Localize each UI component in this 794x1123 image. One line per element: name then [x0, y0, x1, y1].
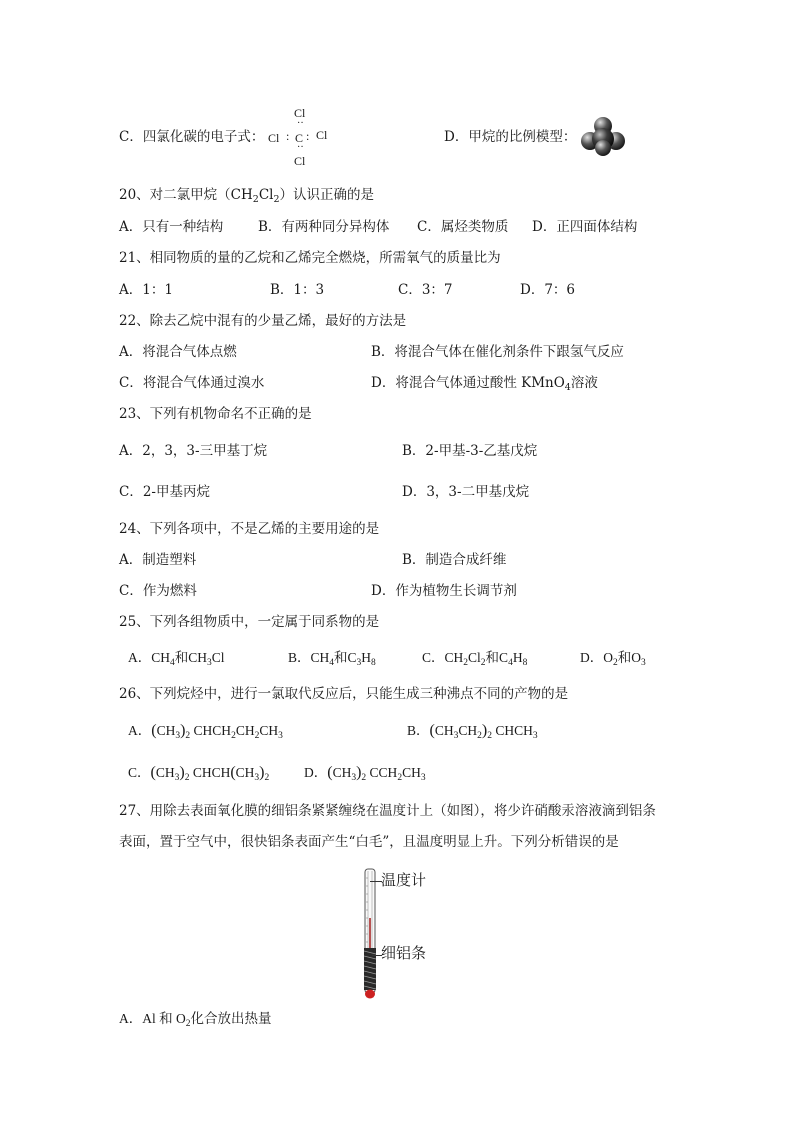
q26-option-b: [407, 722, 538, 740]
q26-a-rs1: 2: [231, 731, 236, 741]
q23-option-c: C．2-甲基丙烷: [119, 484, 210, 500]
q20-option-a: A．只有一种结构: [119, 219, 224, 235]
ccl4-dots-left: :: [286, 129, 290, 143]
q26-b-gs1: 3: [453, 731, 459, 741]
q26-a-rest2: CH: [235, 723, 255, 738]
q26-d-rest2: CH: [402, 765, 421, 780]
q24-option-b: B．制造合成纤维: [402, 552, 507, 568]
ccl4-cl-top: Cl: [294, 106, 306, 120]
q27-option-a: [119, 1010, 272, 1028]
q19-option-c: [119, 128, 264, 146]
q21-option-a: A．1：1: [119, 282, 173, 298]
q25-c-label: C．: [422, 650, 445, 665]
q26-c-close2: ): [259, 764, 265, 781]
q25-c-s2: 2: [480, 658, 486, 668]
q26-b-rest1: CHCH: [495, 723, 533, 738]
q25-a-s2: 3: [207, 658, 212, 668]
q27-stem-line1: 27、用除去表面氧化膜的细铝条紧紧缠绕在温度计上（如图），将少许硝酸汞溶液滴到铝条: [119, 803, 656, 819]
q26-b-n: 2: [487, 731, 492, 741]
ccl4-cl-left: Cl: [268, 131, 280, 145]
q26-c-n2: 2: [264, 773, 270, 783]
q25-b-s2: 3: [356, 658, 362, 668]
q27-a-sub: 2: [185, 1019, 191, 1029]
q26-d-close: ): [356, 764, 362, 781]
thermometer-figure: [358, 868, 382, 1000]
q25-c-and: 和: [485, 650, 500, 665]
q25-b-s1: 4: [329, 658, 335, 668]
thermometer-bulb: [365, 990, 375, 999]
q26-d-n: 2: [361, 773, 367, 783]
q26-b-close: ): [481, 722, 488, 739]
q25-a-and: 和: [174, 650, 189, 665]
q20-option-c: C．属烃类物质: [417, 219, 509, 235]
q20-option-b: B．有两种同分异构体: [258, 219, 390, 235]
ccl4-dots-bottom: ··: [297, 142, 304, 153]
q24-stem: 24、下列各项中，不是乙烯的主要用途的是: [119, 521, 380, 537]
q26-c-open: (: [150, 764, 156, 781]
ccl4-dots-top: ··: [297, 118, 304, 129]
ccl4-c: C: [295, 131, 304, 145]
q25-b-f1: CH: [310, 650, 330, 665]
q26-d-rs2: 3: [420, 773, 426, 783]
q19-option-d-label: D．甲烷的比例模型：: [444, 129, 577, 145]
q25-option-b: [288, 649, 376, 667]
q24-option-d: D．作为植物生长调节剂: [371, 583, 517, 599]
q21-option-b: B．1：3: [270, 282, 325, 298]
q26-a-rest3: CH: [259, 723, 279, 738]
q25-b-and: 和: [334, 650, 348, 665]
q25-c-f3: C: [499, 650, 509, 665]
q22-option-a: A．将混合气体点燃: [119, 344, 237, 360]
q24-option-c: C．作为燃料: [119, 583, 197, 599]
q26-d-rs1: 2: [397, 773, 403, 783]
q26-c-gs: 3: [174, 773, 180, 783]
q26-c-gs2: 3: [254, 773, 260, 783]
q22-option-d-prefix: D．将混合气体通过酸性 KMnO: [371, 375, 565, 391]
q26-c-g: CH: [155, 765, 175, 780]
q26-a-close: ): [180, 722, 186, 739]
q25-d-f2: O: [631, 650, 641, 665]
ccl4-cl-bottom: Cl: [294, 154, 306, 168]
q24-option-a: A．制造塑料: [119, 552, 197, 568]
q26-b-g2: CH: [458, 723, 478, 738]
ccl4-electron-formula: [268, 106, 338, 168]
q25-b-f2: C: [347, 650, 357, 665]
q23-option-d: D．3，3-二甲基戊烷: [402, 484, 530, 500]
q26-c-n: 2: [184, 773, 190, 783]
q25-option-c: [422, 649, 527, 667]
q20-sub2: 2: [273, 194, 280, 205]
q23-stem: 23、下列有机物命名不正确的是: [119, 406, 312, 422]
q22-option-b: B．将混合气体在催化剂条件下跟氢气反应: [371, 344, 624, 360]
q25-a-s1: 4: [170, 658, 175, 668]
q26-option-a: [128, 722, 283, 740]
q25-d-s2: 3: [641, 658, 646, 668]
q26-a-gs: 3: [175, 731, 181, 741]
q26-a-rs3: 3: [278, 731, 283, 741]
q25-b-f3: H: [361, 650, 372, 665]
q25-stem: 25、下列各组物质中，一定属于同系物的是: [119, 614, 380, 630]
q21-option-d: D．7：6: [520, 282, 576, 298]
q23-option-b: B．2-甲基-3-乙基戊烷: [402, 443, 538, 459]
methane-h-atom: [595, 140, 611, 156]
q26-d-label: D．: [304, 765, 328, 780]
q22-option-d: [371, 374, 598, 392]
q25-b-label: B．: [288, 650, 311, 665]
wire-label: 细铝条: [381, 946, 427, 962]
q25-c-s3: 4: [508, 658, 513, 668]
q25-d-s1: 2: [613, 658, 618, 668]
q26-option-d: [304, 764, 426, 782]
q25-a-f3: Cl: [211, 650, 225, 665]
q25-c-s1: 2: [463, 658, 469, 668]
q25-c-s4: 8: [522, 658, 528, 668]
q22-option-c: C．将混合气体通过溴水: [119, 375, 265, 391]
q25-a-f2: CH: [188, 650, 208, 665]
q25-d-f1: O: [603, 650, 613, 665]
q26-c-label: C．: [128, 765, 151, 780]
q20-stem-mid: Cl: [258, 187, 274, 203]
q26-d-open: (: [327, 764, 333, 781]
q26-b-gs2: 2: [477, 731, 482, 741]
ccl4-cl-right: Cl: [316, 128, 328, 142]
q26-d-g: CH: [332, 765, 352, 780]
q27-a-prefix: A．Al 和 O: [119, 1011, 186, 1026]
q26-option-c: [128, 764, 269, 782]
q19-option-d: [444, 128, 576, 146]
q25-option-d: [580, 649, 646, 667]
methane-space-filling-model: [580, 117, 626, 157]
q20-stem-prefix: 20、对二氯甲烷（CH: [119, 187, 253, 203]
q23-option-a: A．2，3，3-三甲基丁烷: [119, 443, 268, 459]
q25-c-f1: CH: [444, 650, 464, 665]
q26-a-label: A．: [128, 723, 152, 738]
q21-stem: 21、相同物质的量的乙烷和乙烯完全燃烧，所需氧气的质量比为: [119, 250, 501, 266]
q26-a-n: 2: [185, 731, 191, 741]
q20-sub1: 2: [252, 194, 259, 205]
q26-c-mid: CHCH: [192, 765, 231, 780]
q25-b-s3: 8: [371, 658, 376, 668]
q25-c-f4: H: [512, 650, 523, 665]
q22-option-d-suffix: 溶液: [570, 375, 598, 391]
q26-b-g1: CH: [434, 723, 454, 738]
q26-d-rest1: CCH: [369, 765, 398, 780]
q20-stem: [119, 186, 374, 204]
q20-stem-suffix: ）认识正确的是: [279, 187, 375, 203]
q25-d-and: 和: [617, 650, 632, 665]
thermometer-label: 温度计: [381, 873, 427, 889]
q26-c-open2: (: [230, 764, 236, 781]
q25-c-f2: Cl: [468, 650, 481, 665]
q26-a-open: (: [151, 722, 157, 739]
q26-c-close: ): [179, 764, 185, 781]
ccl4-dots-right: :: [306, 129, 310, 143]
q25-option-a: [128, 649, 225, 667]
q26-a-rs2: 2: [254, 731, 260, 741]
q26-b-rs1: 3: [532, 731, 538, 741]
q25-a-label: A．: [128, 650, 152, 665]
q26-b-open: (: [429, 722, 435, 739]
q27-stem-line2: 表面，置于空气中，很快铝条表面产生“白毛”，且温度明显上升。下列分析错误的是: [119, 834, 619, 850]
q25-d-label: D．: [580, 650, 604, 665]
q26-b-label: B．: [407, 723, 430, 738]
q26-c-g2: CH: [235, 765, 255, 780]
q22-stem: 22、除去乙烷中混有的少量乙烯，最好的方法是: [119, 313, 407, 329]
q27-a-suffix: 化合放出热量: [190, 1011, 272, 1026]
q26-a-g: CH: [156, 723, 176, 738]
q26-a-rest1: CHCH: [193, 723, 232, 738]
q26-stem: 26、下列烷烃中，进行一氯取代反应后，只能生成三种沸点不同的产物的是: [119, 686, 569, 702]
q26-d-gs: 3: [351, 773, 357, 783]
q21-option-c: C．3：7: [398, 282, 453, 298]
q19-option-c-label: C．四氯化碳的电子式：: [119, 129, 265, 145]
q25-a-f1: CH: [151, 650, 171, 665]
q22-option-d-sub: 4: [564, 382, 571, 393]
q20-option-d: D．正四面体结构: [532, 219, 638, 235]
